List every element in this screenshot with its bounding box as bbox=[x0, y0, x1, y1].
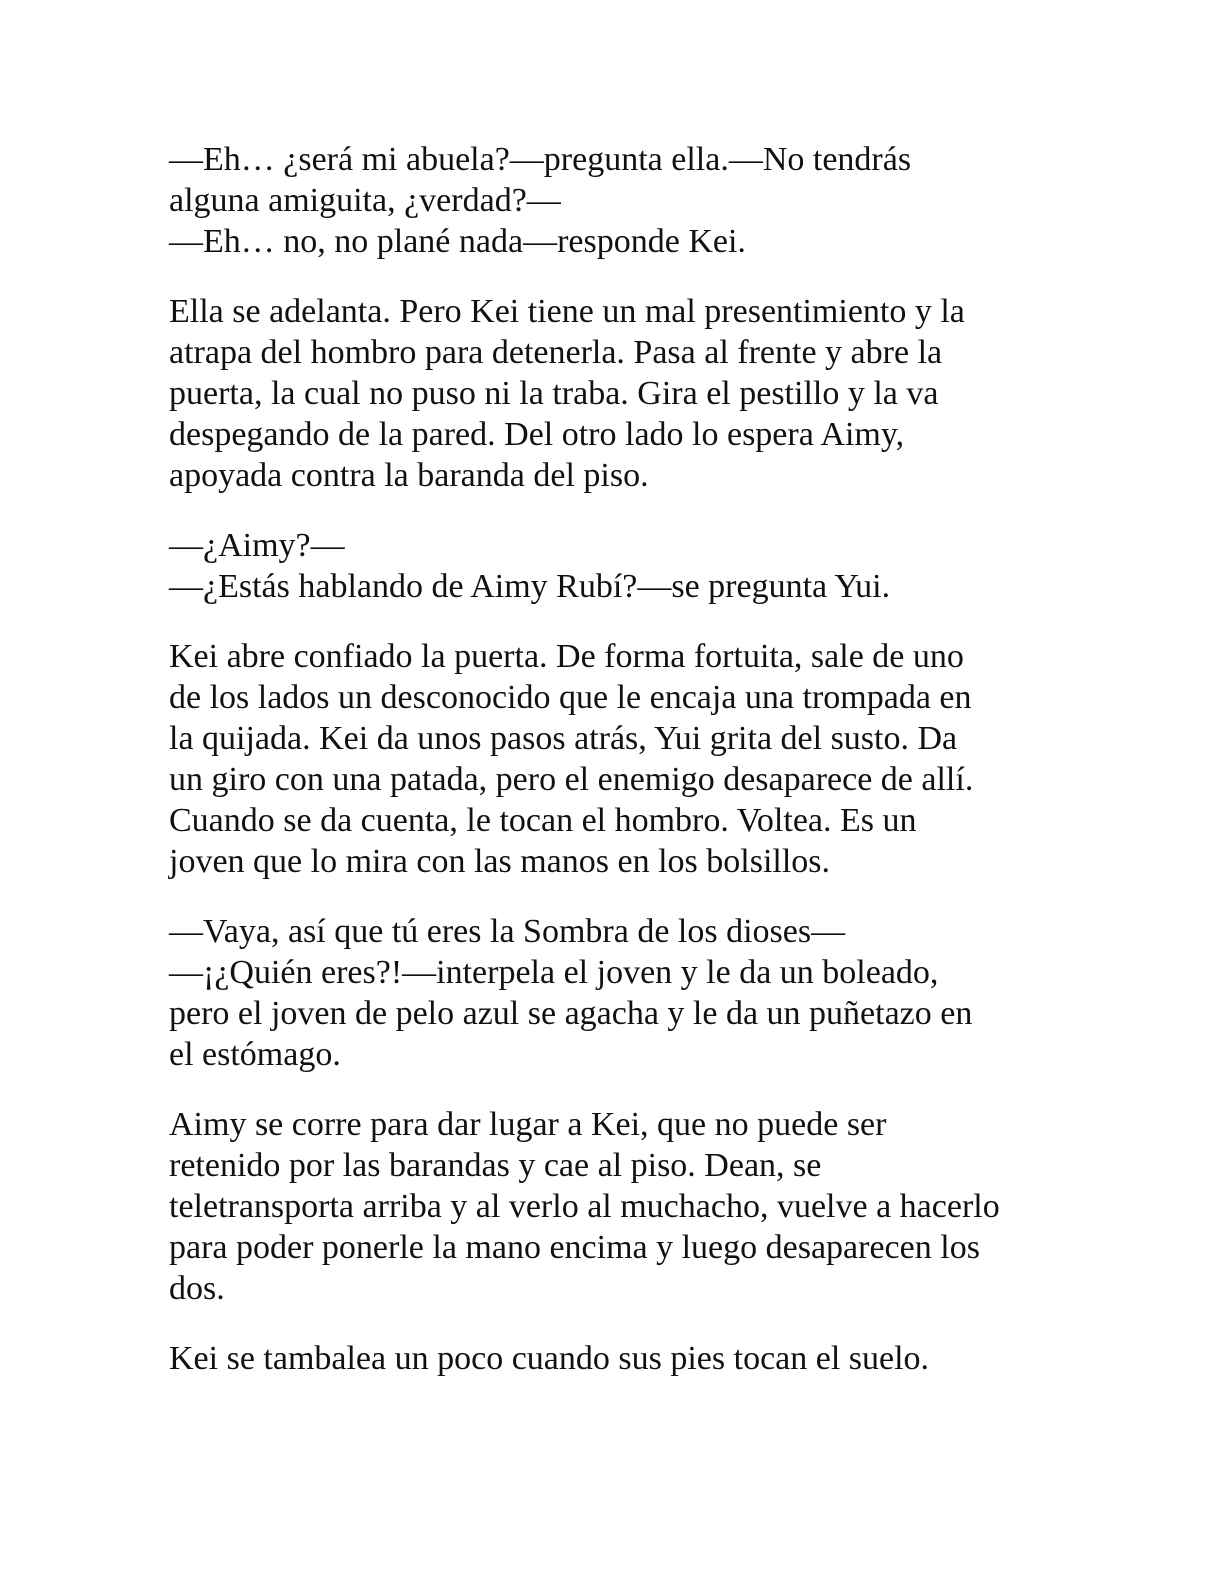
text-line: pero el joven de pelo azul se agacha y le da un puñetazo en bbox=[169, 995, 973, 1032]
text-line: dos. bbox=[169, 1270, 225, 1307]
text-line: Ella se adelanta. Pero Kei tiene un mal presentimiento y la bbox=[169, 293, 965, 330]
text-line: Kei abre confiado la puerta. De forma fortuita, sale de uno bbox=[169, 638, 964, 675]
paragraph bbox=[169, 911, 1049, 1075]
text-line: joven que lo mira con las manos en los bolsillos. bbox=[169, 843, 831, 880]
text-line: —¿Estás hablando de Aimy Rubí?—se pregunta Yui. bbox=[169, 568, 891, 605]
text-line: Kei se tambalea un poco cuando sus pies tocan el suelo. bbox=[169, 1340, 930, 1377]
text-line: apoyada contra la baranda del piso. bbox=[169, 457, 649, 494]
text-line: —Eh… ¿será mi abuela?—pregunta ella.—No tendrás bbox=[169, 141, 912, 178]
text-line: de los lados un desconocido que le encaja una trompada en bbox=[169, 679, 972, 716]
paragraph bbox=[169, 1338, 1049, 1379]
text-line: despegando de la pared. Del otro lado lo espera Aimy, bbox=[169, 416, 905, 453]
paragraph bbox=[169, 1104, 1049, 1309]
text-line: Aimy se corre para dar lugar a Kei, que no puede ser bbox=[169, 1106, 887, 1143]
text-line: puerta, la cual no puso ni la traba. Gira el pestillo y la va bbox=[169, 375, 939, 412]
paragraph bbox=[169, 291, 1049, 496]
text-line: la quijada. Kei da unos pasos atrás, Yui grita del susto. Da bbox=[169, 720, 958, 757]
text-line: para poder ponerle la mano encima y luego desaparecen los bbox=[169, 1229, 980, 1266]
text-line: teletransporta arriba y al verlo al muchacho, vuelve a hacerlo bbox=[169, 1188, 1000, 1225]
text-line: —Vaya, así que tú eres la Sombra de los dioses— bbox=[169, 913, 846, 950]
paragraph bbox=[169, 139, 1049, 262]
text-line: —¿Aimy?— bbox=[169, 527, 345, 564]
paragraph bbox=[169, 525, 1049, 607]
text-line: Cuando se da cuenta, le tocan el hombro. Voltea. Es un bbox=[169, 802, 917, 839]
text-line: el estómago. bbox=[169, 1036, 341, 1073]
text-line: retenido por las barandas y cae al piso. Dean, se bbox=[169, 1147, 822, 1184]
text-line: un giro con una patada, pero el enemigo desaparece de allí. bbox=[169, 761, 974, 798]
document-page bbox=[169, 139, 1049, 1408]
paragraph bbox=[169, 636, 1049, 882]
text-line: —Eh… no, no plané nada—responde Kei. bbox=[169, 223, 746, 260]
text-line: alguna amiguita, ¿verdad?— bbox=[169, 182, 561, 219]
text-line: —¡¿Quién eres?!—interpela el joven y le da un boleado, bbox=[169, 954, 939, 991]
text-line: atrapa del hombro para detenerla. Pasa al frente y abre la bbox=[169, 334, 943, 371]
